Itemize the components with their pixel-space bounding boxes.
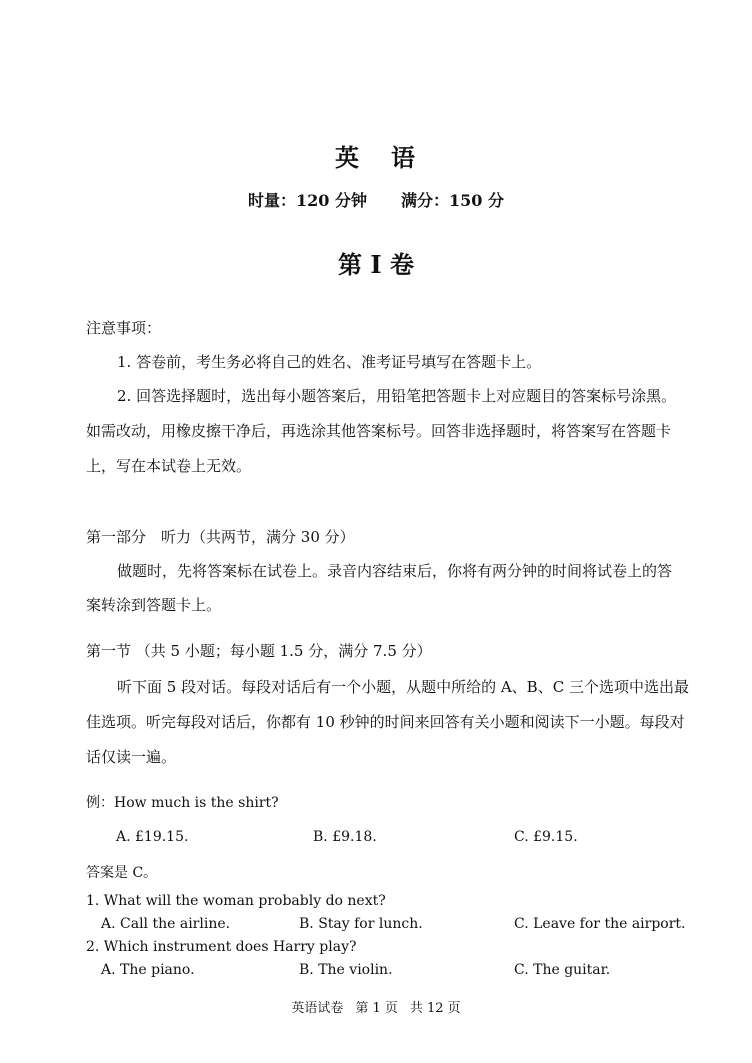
notes-item-1: 1. 答卷前，考生务必将自己的姓名、准考证号填写在答题卡上。 xyxy=(117,353,542,371)
exam-duration: 时量：120 分钟 xyxy=(248,191,367,210)
notes-heading: 注意事项： xyxy=(86,319,162,337)
question-2-option-a: A. The piano. xyxy=(101,962,195,978)
example-option-c: C. £9.15. xyxy=(514,829,578,845)
footer-page-number: 第 1 页 xyxy=(355,1001,398,1016)
notes-item-2-line-1: 2. 回答选择题时，选出每小题答案后，用铅笔把答题卡上对应题目的答案标号涂黑。 xyxy=(117,387,677,405)
section1-instruction-line-3: 话仅读一遍。 xyxy=(86,748,177,766)
exam-total-score: 满分：150 分 xyxy=(401,191,504,210)
page-footer xyxy=(0,997,752,1016)
notes-item-2-line-3: 上，写在本试卷上无效。 xyxy=(86,457,252,475)
section1-heading: 第一节 （共 5 小题；每小题 1.5 分，满分 7.5 分） xyxy=(86,642,432,660)
question-2-stem: 2. Which instrument does Harry play? xyxy=(86,939,357,955)
section1-instruction-line-1: 听下面 5 段对话。每段对话后有一个小题，从题中所给的 A、B、C 三个选项中选出最 xyxy=(117,678,689,696)
question-1-option-c: C. Leave for the airport. xyxy=(514,916,686,932)
question-1-stem: 1. What will the woman probably do next? xyxy=(86,893,386,909)
exam-title xyxy=(0,138,752,173)
question-2-option-b: B. The violin. xyxy=(299,962,393,978)
part1-instruction-line-1: 做题时，先将答案标在试卷上。录音内容结束后，你将有两分钟的时间将试卷上的答 xyxy=(117,562,673,580)
footer-total-pages: 共 12 页 xyxy=(409,1001,461,1016)
volume-heading: 第 I 卷 xyxy=(338,250,414,279)
question-2-option-c: C. The guitar. xyxy=(514,962,611,978)
example-answer: 答案是 C。 xyxy=(86,865,158,881)
example-question: 例：How much is the shirt? xyxy=(86,795,279,811)
exam-meta xyxy=(0,188,752,211)
example-option-a: A. £19.15. xyxy=(116,829,189,845)
question-1-option-a: A. Call the airline. xyxy=(101,916,231,932)
notes-item-2-line-2: 如需改动，用橡皮擦干净后，再选涂其他答案标号。回答非选择题时，将答案写在答题卡 xyxy=(86,422,672,440)
part1-heading: 第一部分 听力（共两节，满分 30 分） xyxy=(86,528,355,546)
example-option-b: B. £9.18. xyxy=(313,829,377,845)
footer-subject: 英语试卷 xyxy=(291,1001,344,1016)
section1-instruction-line-2: 佳选项。听完每段对话后，你都有 10 秒钟的时间来回答有关小题和阅读下一小题。每段对 xyxy=(86,713,685,731)
part1-instruction-line-2: 案转涂到答题卡上。 xyxy=(86,596,222,614)
exam-title-char-1: 英 xyxy=(335,143,361,172)
question-1-option-b: B. Stay for lunch. xyxy=(299,916,423,932)
exam-title-char-2: 语 xyxy=(391,143,417,172)
